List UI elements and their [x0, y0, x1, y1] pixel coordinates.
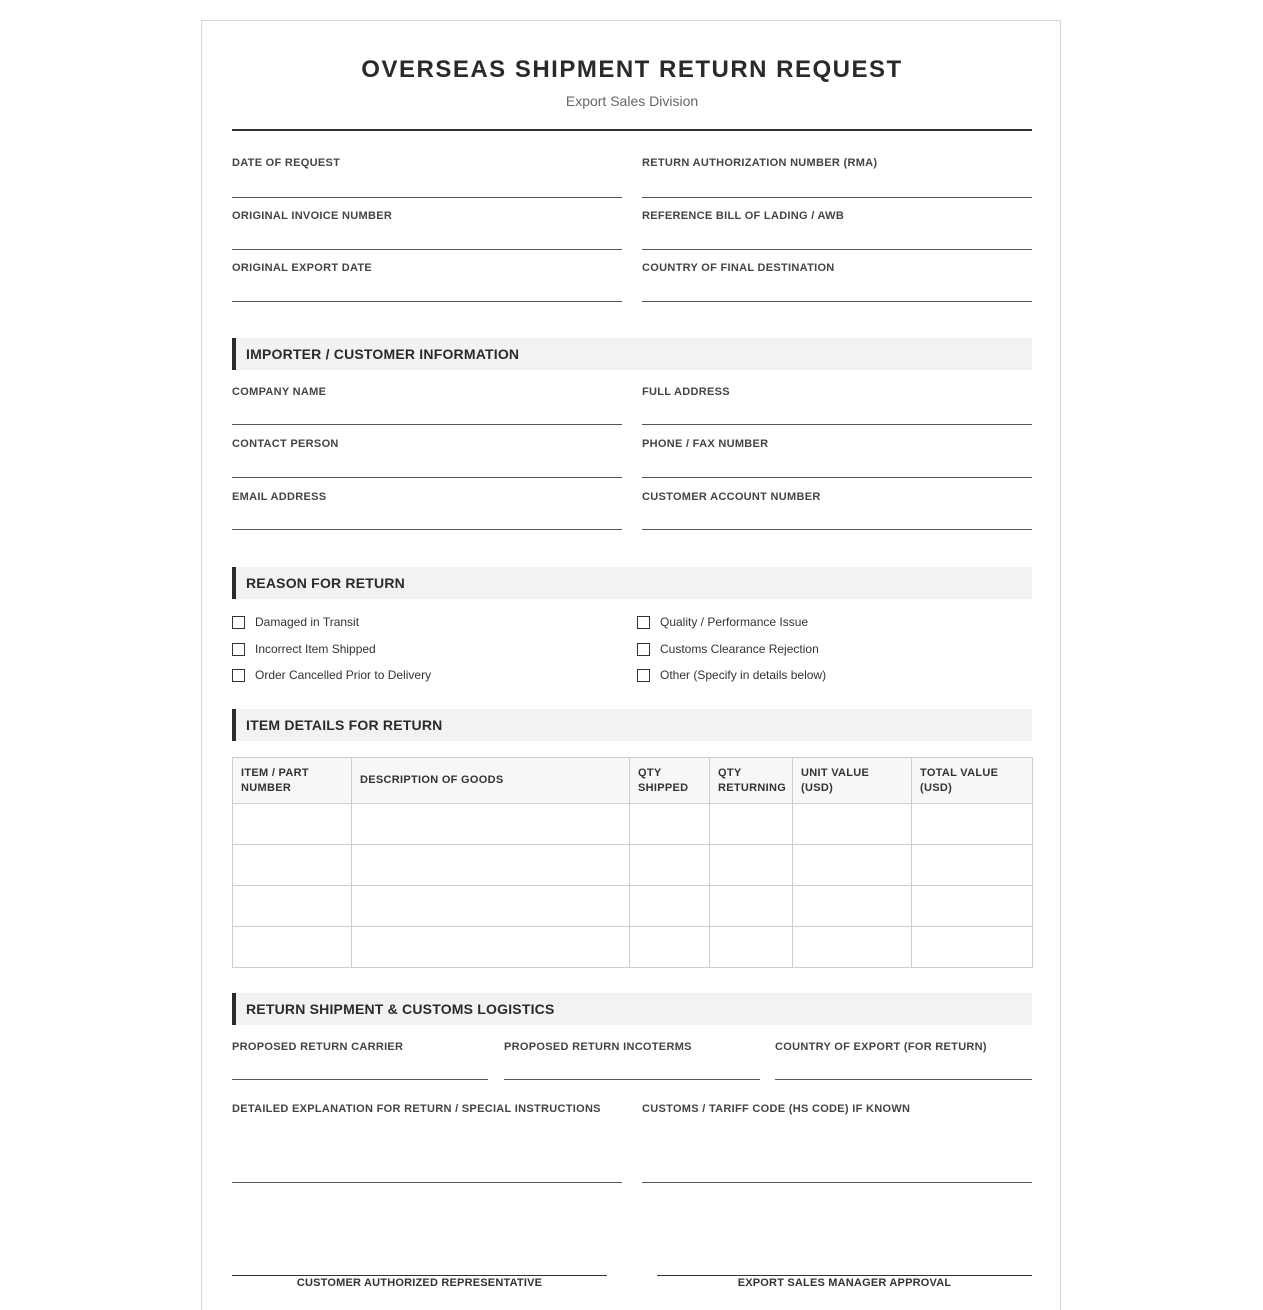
- field-label: DATE OF REQUEST: [232, 157, 341, 169]
- reason-damaged-in-transit[interactable]: [232, 614, 359, 630]
- manager-signature-line[interactable]: [657, 1275, 1032, 1276]
- importer-section-header: [232, 338, 1032, 370]
- field-label: ORIGINAL INVOICE NUMBER: [232, 210, 393, 222]
- table-cell[interactable]: [352, 927, 630, 968]
- field-label: CUSTOMS / TARIFF CODE (HS CODE) IF KNOWN: [642, 1103, 911, 1115]
- checkbox[interactable]: [637, 669, 650, 682]
- table-row: [233, 886, 1033, 927]
- table-cell[interactable]: [710, 927, 793, 968]
- proposed-return-incoterms-field[interactable]: [504, 1041, 760, 1083]
- field-underline: [232, 1182, 622, 1183]
- company-name-field[interactable]: [232, 386, 622, 428]
- table-cell[interactable]: [710, 886, 793, 927]
- checkbox[interactable]: [637, 643, 650, 656]
- date-of-request-field[interactable]: [232, 157, 622, 199]
- field-label: FULL ADDRESS: [642, 386, 730, 398]
- items-section-header: [232, 709, 1032, 741]
- field-underline: [232, 197, 622, 198]
- table-cell[interactable]: [233, 804, 352, 845]
- table-cell[interactable]: [630, 804, 710, 845]
- table-cell[interactable]: [793, 845, 912, 886]
- table-cell[interactable]: [233, 886, 352, 927]
- email-address-field[interactable]: [232, 491, 622, 533]
- field-label: CUSTOMER ACCOUNT NUMBER: [642, 491, 821, 503]
- checkbox-label: Customs Clearance Rejection: [660, 642, 819, 656]
- table-cell[interactable]: [912, 927, 1033, 968]
- field-underline: [642, 301, 1032, 302]
- table-cell[interactable]: [233, 927, 352, 968]
- table-cell[interactable]: [793, 927, 912, 968]
- proposed-return-carrier-field[interactable]: [232, 1041, 488, 1083]
- table-header-row: [233, 758, 1033, 804]
- field-underline: [232, 301, 622, 302]
- reason-customs-rejection[interactable]: [637, 641, 819, 657]
- phone-fax-field[interactable]: [642, 438, 1032, 480]
- checkbox[interactable]: [232, 643, 245, 656]
- field-label: EMAIL ADDRESS: [232, 491, 327, 503]
- section-title: RETURN SHIPMENT & CUSTOMS LOGISTICS: [246, 1001, 555, 1017]
- table-cell[interactable]: [630, 927, 710, 968]
- field-label: COUNTRY OF EXPORT (FOR RETURN): [775, 1041, 987, 1053]
- customer-account-number-field[interactable]: [642, 491, 1032, 533]
- field-underline: [642, 477, 1032, 478]
- field-label: REFERENCE BILL OF LADING / AWB: [642, 210, 845, 222]
- table-cell[interactable]: [352, 886, 630, 927]
- table-cell[interactable]: [710, 845, 793, 886]
- column-header-total-value: TOTAL VALUE (USD): [912, 758, 1033, 804]
- header-divider: [232, 129, 1032, 131]
- column-header-qty-shipped: QTY SHIPPED: [630, 758, 710, 804]
- field-underline: [232, 424, 622, 425]
- table-cell[interactable]: [710, 804, 793, 845]
- checkbox-label: Incorrect Item Shipped: [255, 642, 376, 656]
- field-underline: [232, 249, 622, 250]
- field-label: RETURN AUTHORIZATION NUMBER (RMA): [642, 157, 878, 169]
- checkbox[interactable]: [232, 616, 245, 629]
- field-label: ORIGINAL EXPORT DATE: [232, 262, 373, 274]
- customer-signature-label: CUSTOMER AUTHORIZED REPRESENTATIVE: [296, 1277, 543, 1289]
- reason-order-cancelled[interactable]: [232, 667, 431, 683]
- logistics-section-header: [232, 993, 1032, 1025]
- table-cell[interactable]: [912, 845, 1033, 886]
- full-address-field[interactable]: [642, 386, 1032, 428]
- field-underline: [775, 1079, 1032, 1080]
- section-title: REASON FOR RETURN: [246, 575, 405, 591]
- reason-other[interactable]: [637, 667, 826, 683]
- original-invoice-number-field[interactable]: [232, 210, 622, 252]
- manager-signature-label: EXPORT SALES MANAGER APPROVAL: [737, 1277, 952, 1289]
- items-table: [232, 757, 1033, 968]
- table-row: [233, 927, 1033, 968]
- field-underline: [504, 1079, 760, 1080]
- section-title: IMPORTER / CUSTOMER INFORMATION: [246, 346, 520, 362]
- field-label: PROPOSED RETURN INCOTERMS: [504, 1041, 692, 1053]
- column-header-unit-value: UNIT VALUE (USD): [793, 758, 912, 804]
- column-header-qty-returning: QTY RETURNING: [710, 758, 793, 804]
- checkbox[interactable]: [232, 669, 245, 682]
- checkbox-label: Order Cancelled Prior to Delivery: [255, 668, 432, 682]
- section-title: ITEM DETAILS FOR RETURN: [246, 717, 443, 733]
- table-cell[interactable]: [793, 886, 912, 927]
- form-subtitle: Export Sales Division: [565, 93, 699, 109]
- checkbox-label: Quality / Performance Issue: [660, 615, 809, 629]
- field-underline: [232, 529, 622, 530]
- field-label: COUNTRY OF FINAL DESTINATION: [642, 262, 835, 274]
- reason-incorrect-item[interactable]: [232, 641, 376, 657]
- field-label: COMPANY NAME: [232, 386, 327, 398]
- field-underline: [642, 529, 1032, 530]
- checkbox-label: Damaged in Transit: [255, 615, 360, 629]
- detailed-explanation-field[interactable]: [232, 1103, 622, 1183]
- table-row: [233, 804, 1033, 845]
- reason-quality-performance[interactable]: [637, 614, 808, 630]
- country-of-final-destination-field[interactable]: [642, 262, 1032, 304]
- table-cell[interactable]: [912, 886, 1033, 927]
- hs-code-field[interactable]: [642, 1103, 1032, 1183]
- table-cell[interactable]: [912, 804, 1033, 845]
- form-title: OVERSEAS SHIPMENT RETURN REQUEST: [361, 56, 903, 83]
- field-label: PHONE / FAX NUMBER: [642, 438, 769, 450]
- reason-section-header: [232, 567, 1032, 599]
- table-cell[interactable]: [352, 804, 630, 845]
- field-underline: [642, 424, 1032, 425]
- field-underline: [232, 1079, 488, 1080]
- checkbox[interactable]: [637, 616, 650, 629]
- customer-signature-line[interactable]: [232, 1275, 607, 1276]
- column-header-item-part-number: ITEM / PART NUMBER: [233, 758, 352, 804]
- form-page: [201, 20, 1061, 1310]
- table-cell[interactable]: [352, 845, 630, 886]
- field-underline: [642, 249, 1032, 250]
- table-cell[interactable]: [630, 886, 710, 927]
- field-label: CONTACT PERSON: [232, 438, 339, 450]
- table-cell[interactable]: [233, 845, 352, 886]
- table-cell[interactable]: [793, 804, 912, 845]
- checkbox-label: Other (Specify in details below): [660, 668, 827, 682]
- field-underline: [232, 477, 622, 478]
- table-row: [233, 845, 1033, 886]
- field-underline: [642, 197, 1032, 198]
- field-label: PROPOSED RETURN CARRIER: [232, 1041, 404, 1053]
- table-cell[interactable]: [630, 845, 710, 886]
- country-of-export-field[interactable]: [775, 1041, 1032, 1083]
- field-label: DETAILED EXPLANATION FOR RETURN / SPECIAL INSTRUCTIONS: [232, 1103, 601, 1115]
- column-header-description: DESCRIPTION OF GOODS: [352, 758, 630, 804]
- contact-person-field[interactable]: [232, 438, 622, 480]
- original-export-date-field[interactable]: [232, 262, 622, 304]
- field-underline: [642, 1182, 1032, 1183]
- rma-number-field[interactable]: [642, 157, 1032, 199]
- bill-of-lading-field[interactable]: [642, 210, 1032, 252]
